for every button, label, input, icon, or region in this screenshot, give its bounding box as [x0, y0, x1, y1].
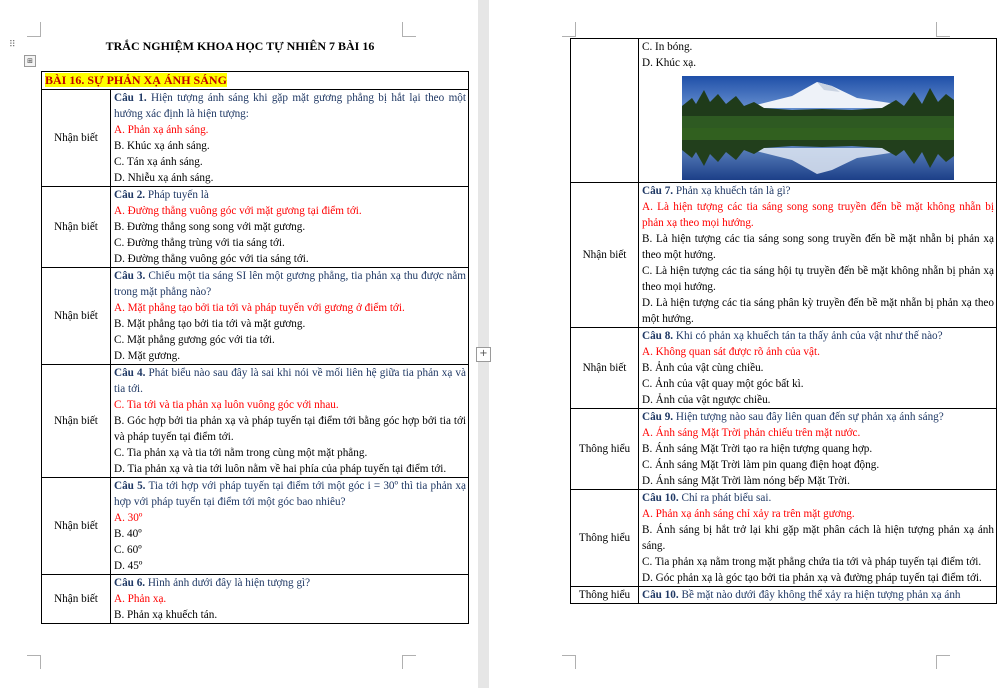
answer-option: B. Là hiện tượng các tia sáng song song truyền đến bề mặt nhẵn bị phản xạ theo một hướng.	[642, 233, 994, 261]
answer-option: B. Phản xạ khuếch tán.	[114, 609, 218, 621]
crop-mark	[402, 22, 403, 36]
question-body: Hiện tượng nào sau đây liên quan đến sự phản xạ ánh sáng?	[673, 411, 944, 423]
answer-option: B. Góc hợp bởi tia phản xạ và pháp tuyến tại điểm tới bằng góc hợp bởi tia tới và pháp tuyến tại điểm tới.	[114, 415, 466, 443]
question-label: Câu 9.	[642, 411, 674, 423]
answer-option: C. 60º	[114, 544, 142, 556]
add-page-button[interactable]: +	[476, 347, 491, 362]
question-cell	[639, 490, 997, 587]
question-label: Câu 1.	[114, 92, 147, 104]
question-label: Câu 5.	[114, 480, 146, 492]
answer-option: D. Tia phản xạ và tia tới luôn nằm về hai phía của pháp tuyến tại điểm tới.	[114, 463, 447, 475]
question-text	[114, 90, 466, 122]
answer-option: D. Góc phản xạ là góc tạo bởi tia phản xạ và đường pháp tuyến tại điểm tới.	[642, 572, 982, 584]
question-text	[114, 187, 466, 203]
table-move-handle-icon[interactable]: ⊞	[24, 55, 36, 67]
answer-option: D. 45º	[114, 560, 143, 572]
question-text	[642, 409, 994, 425]
crop-mark	[40, 22, 41, 36]
crop-mark	[402, 655, 416, 656]
table-row	[42, 268, 469, 365]
question-text	[642, 183, 994, 199]
question-label: Câu 3.	[114, 270, 146, 282]
answer-option: B. Ảnh của vật cùng chiều.	[642, 362, 764, 374]
question-text	[642, 328, 994, 344]
table-row	[42, 478, 469, 575]
question-label: Câu 6.	[114, 577, 146, 589]
answer-option: C. Mặt phẳng gương góc với tia tới.	[114, 334, 275, 346]
crop-mark	[40, 655, 41, 669]
question-body: Bề mặt nào dưới đây không thể xảy ra hiện tượng phản xạ ánh	[678, 589, 961, 601]
answer-option: D. Đường thẳng vuông góc với tia sáng tới.	[114, 253, 309, 265]
crop-mark	[27, 655, 41, 656]
correct-answer-option: A. Là hiện tượng các tia sáng song song truyền đến bề mặt không nhẵn bị phản xạ theo mọi hướng.	[642, 201, 994, 229]
table-row	[42, 90, 469, 187]
question-body: Phản xạ khuếch tán là gì?	[673, 185, 791, 197]
crop-mark	[562, 36, 576, 37]
correct-answer-option: A. Phản xạ ánh sáng.	[114, 124, 209, 136]
crop-mark	[936, 22, 937, 36]
question-label: Câu 10.	[642, 492, 679, 504]
level-cell: Nhận biết	[42, 365, 111, 478]
table-row	[571, 587, 997, 604]
option: C. In bóng.	[642, 41, 693, 53]
question-text	[114, 365, 466, 397]
drag-handle-icon[interactable]: ⠿	[9, 40, 17, 50]
question-text	[114, 268, 466, 300]
level-cell: Thông hiểu	[571, 490, 639, 587]
page-gutter	[478, 0, 489, 688]
level-cell: Nhận biết	[42, 90, 111, 187]
correct-answer-option: A. Phản xạ.	[114, 593, 167, 605]
crop-mark	[936, 655, 937, 669]
crop-mark	[402, 36, 416, 37]
level-cell: Thông hiểu	[571, 587, 639, 604]
question-label: Câu 7.	[642, 185, 674, 197]
answer-option: D. Nhiễu xạ ánh sáng.	[114, 172, 214, 184]
question-cell	[639, 328, 997, 409]
level-cell: Nhận biết	[42, 575, 111, 624]
question-cell	[111, 90, 469, 187]
question-cell	[111, 478, 469, 575]
table-row	[571, 183, 997, 328]
crop-mark	[936, 655, 950, 656]
question-label: Câu 10.	[642, 589, 679, 601]
answer-option: C. Là hiện tượng các tia sáng hội tụ truyền đến bề mặt không nhẵn bị phản xạ theo mọi hướng.	[642, 265, 994, 293]
question-body: Phát biểu nào sau đây là sai khi nói về mối liên hệ giữa tia phản xạ và tia tới.	[114, 367, 466, 395]
left-question-table	[41, 71, 469, 624]
question-text	[114, 575, 466, 591]
question-label: Câu 8.	[642, 330, 674, 342]
table-row	[571, 328, 997, 409]
correct-answer-option: A. 30º	[114, 512, 143, 524]
document-title: TRẮC NGHIỆM KHOA HỌC TỰ NHIÊN 7 BÀI 16	[105, 39, 375, 53]
answer-option: B. Mặt phẳng tạo bởi tia tới và mặt gương.	[114, 318, 306, 330]
section-header-row	[42, 72, 469, 90]
question-text	[114, 478, 466, 510]
table-row	[42, 187, 469, 268]
correct-answer-option: C. Tia tới và tia phản xạ luôn vuông góc với nhau.	[114, 399, 339, 411]
answer-option: B. Đường thẳng song song với mặt gương.	[114, 221, 306, 233]
crop-mark	[402, 655, 403, 669]
section-header-cell	[42, 72, 469, 90]
answer-option: C. Tia phản xạ và tia tới nằm trong cùng một mặt phẳng.	[114, 447, 368, 459]
question-cell	[639, 39, 997, 183]
question-cell	[111, 187, 469, 268]
table-row	[571, 409, 997, 490]
answer-option: D. Mặt gương.	[114, 350, 181, 362]
crop-mark	[936, 36, 950, 37]
right-question-table	[570, 38, 997, 604]
question-body: Chỉ ra phát biểu sai.	[678, 492, 772, 504]
table-row	[42, 365, 469, 478]
level-cell: Nhận biết	[571, 328, 639, 409]
crop-mark	[575, 22, 576, 36]
question-cell	[639, 587, 997, 604]
question-cell	[111, 365, 469, 478]
question-cell	[639, 183, 997, 328]
question-text	[642, 587, 994, 603]
answer-option: C. Đường thẳng trùng với tia sáng tới.	[114, 237, 285, 249]
answer-option: C. Tia phản xạ nằm trong mặt phẳng chứa tia tới và pháp tuyến tại điểm tới.	[642, 556, 982, 568]
question-body: Khi có phản xạ khuếch tán ta thấy ảnh của vật như thế nào?	[673, 330, 943, 342]
answer-option: D. Ánh sáng Mặt Trời làm nóng bếp Mặt Trời.	[642, 475, 850, 487]
question-cell	[111, 575, 469, 624]
answer-option: D. Ảnh của vật ngược chiều.	[642, 394, 771, 406]
question-text	[642, 490, 994, 506]
question-body: Hình ảnh dưới đây là hiện tượng gì?	[145, 577, 311, 589]
crop-mark	[27, 36, 41, 37]
option: D. Khúc xạ.	[642, 57, 697, 69]
correct-answer-option: A. Phản xạ ánh sáng chỉ xảy ra trên mặt gương.	[642, 508, 855, 520]
answer-option: B. Khúc xạ ánh sáng.	[114, 140, 210, 152]
level-cell: Nhận biết	[42, 268, 111, 365]
question-cell	[111, 268, 469, 365]
question-body: Hiện tượng ánh sáng khi gặp mặt gương phẳng bị hắt lại theo một hướng xác định là hiện tượng:	[114, 92, 466, 120]
answer-option: C. Ánh sáng Mặt Trời làm pin quang điện hoạt động.	[642, 459, 880, 471]
level-cell: Thông hiểu	[571, 409, 639, 490]
answer-option: C. Tán xạ ánh sáng.	[114, 156, 203, 168]
correct-answer-option: A. Đường thẳng vuông góc với mặt gương tại điểm tới.	[114, 205, 362, 217]
section-header: BÀI 16. SỰ PHẢN XẠ ÁNH SÁNG	[45, 73, 227, 87]
answer-option: B. Ánh sáng bị hắt trở lại khi gặp mặt phân cách là hiện tượng phản xạ ánh sáng.	[642, 524, 994, 552]
correct-answer-option: A. Mặt phẳng tạo bởi tia tới và pháp tuyến với gương ở điểm tới.	[114, 302, 405, 314]
answer-option: C. Ảnh của vật quay một góc bất kì.	[642, 378, 804, 390]
crop-mark	[575, 655, 576, 669]
correct-answer-option: A. Không quan sát được rõ ảnh của vật.	[642, 346, 820, 358]
question-label: Câu 2.	[114, 189, 146, 201]
table-row	[571, 39, 997, 183]
lake-mountain-photo	[682, 76, 954, 180]
level-cell: Nhận biết	[42, 478, 111, 575]
level-cell: Nhận biết	[42, 187, 111, 268]
answer-option: B. Ánh sáng Mặt Trời tạo ra hiện tượng quang hợp.	[642, 443, 873, 455]
level-cell	[571, 39, 639, 183]
table-row	[42, 575, 469, 624]
crop-mark	[562, 655, 576, 656]
question-label: Câu 4.	[114, 367, 146, 379]
answer-option: D. Là hiện tượng các tia sáng phân kỳ truyền đến bề mặt nhẵn bị phản xạ theo một hướng.	[642, 297, 994, 325]
answer-option: B. 40º	[114, 528, 142, 540]
question-body: Chiếu một tia sáng SI lên một gương phẳng, tia phản xạ thu được nằm trong mặt phẳng nào?	[114, 270, 466, 298]
question-body: Pháp tuyến là	[145, 189, 209, 201]
table-row	[571, 490, 997, 587]
question-cell	[639, 409, 997, 490]
question-body: Tia tới hợp với pháp tuyến tại điểm tới một góc i = 30º thì tia phản xạ hợp với pháp tuyến tại điểm tới một góc bao nhiêu?	[114, 480, 466, 508]
level-cell: Nhận biết	[571, 183, 639, 328]
correct-answer-option: A. Ánh sáng Mặt Trời phản chiếu trên mặt nước.	[642, 427, 861, 439]
